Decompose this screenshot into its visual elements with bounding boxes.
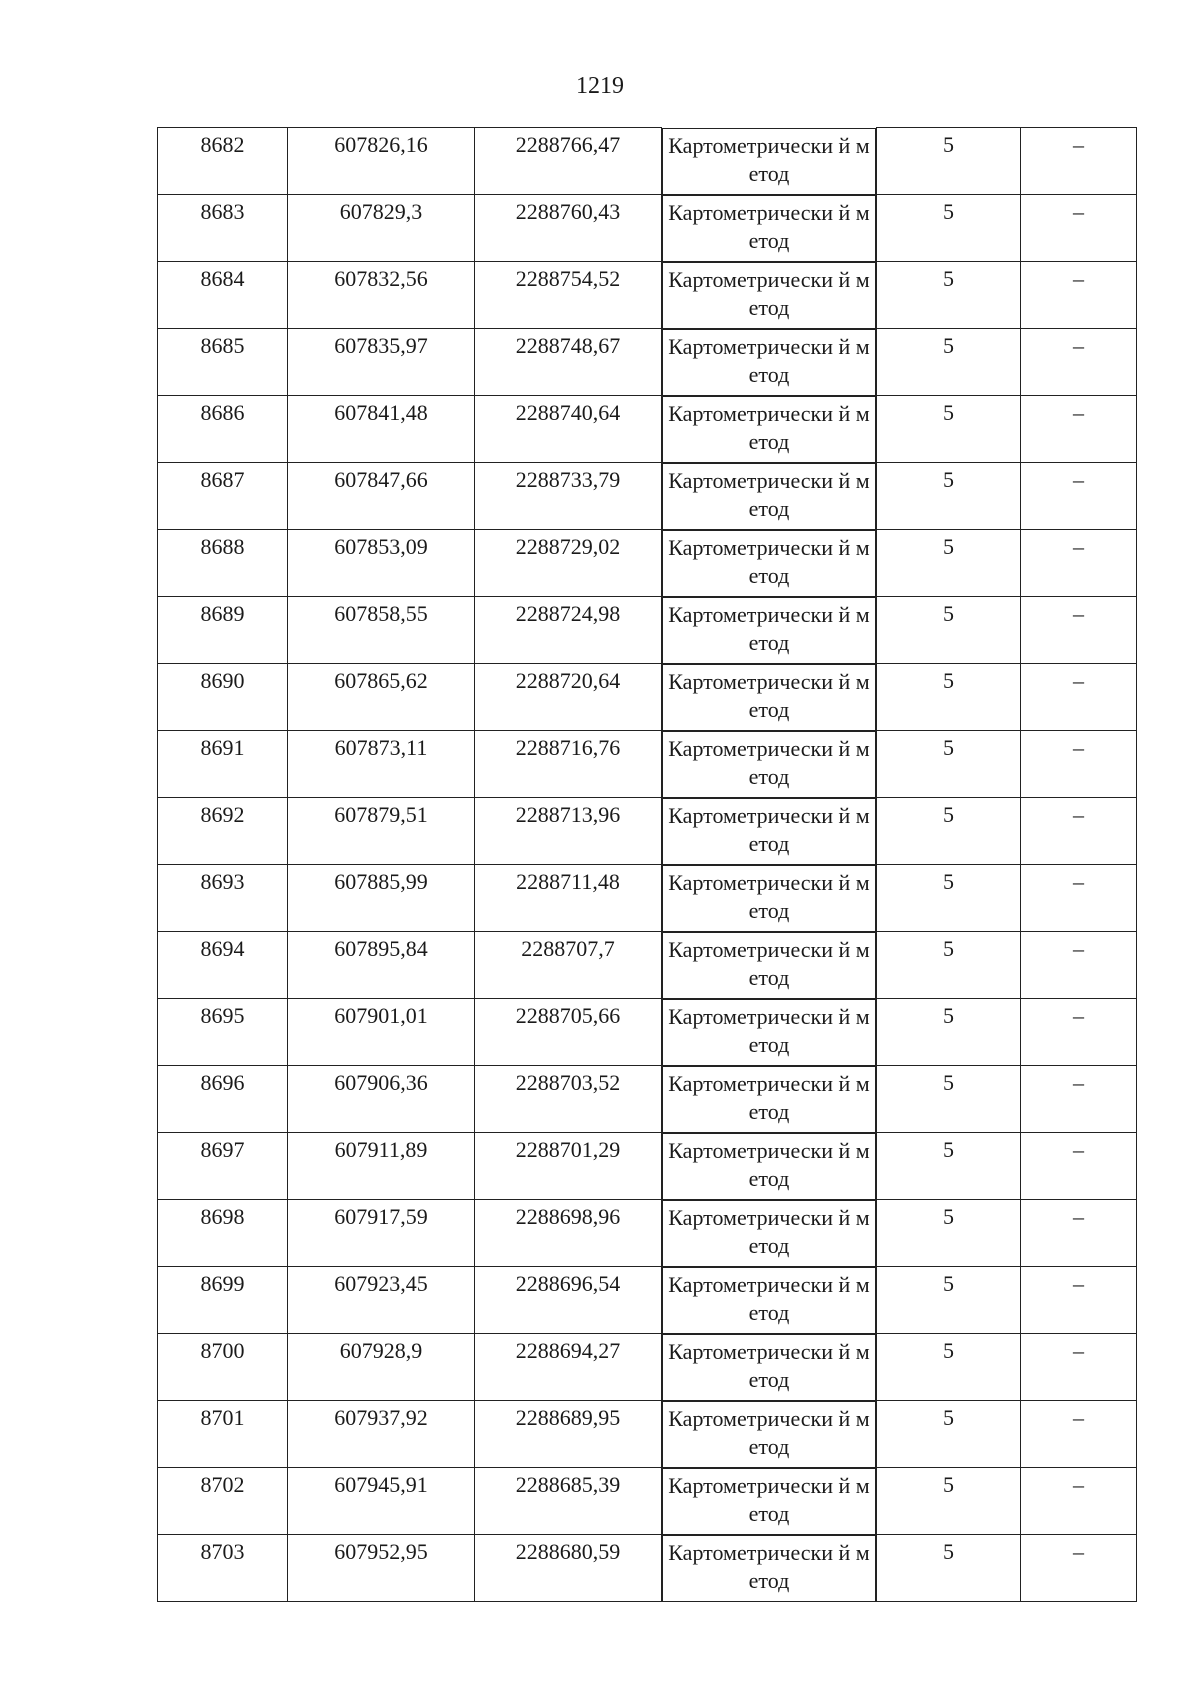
point-number-cell: 8688 [158,530,288,597]
table-row [158,396,1137,463]
accuracy-cell: 5 [877,1133,1021,1200]
table-row [158,463,1137,530]
table-row [158,1267,1137,1334]
method-cell: Картометрически й метод [662,396,876,463]
method-cell: Картометрически й метод [662,1535,876,1602]
accuracy-cell: 5 [877,195,1021,262]
description-cell: – [1021,1535,1137,1602]
y-coordinate-cell: 2288696,54 [475,1267,662,1334]
point-number-cell: 8691 [158,731,288,798]
method-cell: Картометрически й метод [662,597,876,664]
x-coordinate-cell: 607952,95 [288,1535,475,1602]
x-coordinate-cell: 607853,09 [288,530,475,597]
description-cell: – [1021,1133,1137,1200]
accuracy-cell: 5 [877,798,1021,865]
x-coordinate-cell: 607865,62 [288,664,475,731]
point-number-cell: 8690 [158,664,288,731]
method-cell: Картометрически й метод [662,664,876,731]
point-number-cell: 8700 [158,1334,288,1401]
point-number-cell: 8684 [158,262,288,329]
table-row [158,128,1137,195]
y-coordinate-cell: 2288711,48 [475,865,662,932]
description-cell: – [1021,262,1137,329]
table-row [158,798,1137,865]
point-number-cell: 8702 [158,1468,288,1535]
method-cell: Картометрически й метод [662,731,876,798]
table-row [158,731,1137,798]
x-coordinate-cell: 607879,51 [288,798,475,865]
x-coordinate-cell: 607829,3 [288,195,475,262]
page-number: 1219 [576,73,624,99]
method-cell: Картометрически й метод [662,1200,876,1267]
description-cell: – [1021,932,1137,999]
x-coordinate-cell: 607901,01 [288,999,475,1066]
point-number-cell: 8683 [158,195,288,262]
y-coordinate-cell: 2288689,95 [475,1401,662,1468]
accuracy-cell: 5 [877,329,1021,396]
description-cell: – [1021,128,1137,195]
accuracy-cell: 5 [877,1200,1021,1267]
table-row [158,1535,1137,1602]
y-coordinate-cell: 2288713,96 [475,798,662,865]
y-coordinate-cell: 2288733,79 [475,463,662,530]
method-cell: Картометрически й метод [662,329,876,396]
point-number-cell: 8689 [158,597,288,664]
table-row [158,262,1137,329]
accuracy-cell: 5 [877,1267,1021,1334]
x-coordinate-cell: 607847,66 [288,463,475,530]
accuracy-cell: 5 [877,932,1021,999]
accuracy-cell: 5 [877,865,1021,932]
method-cell: Картометрически й метод [662,1066,876,1133]
table-row [158,865,1137,932]
x-coordinate-cell: 607832,56 [288,262,475,329]
accuracy-cell: 5 [877,999,1021,1066]
y-coordinate-cell: 2288760,43 [475,195,662,262]
accuracy-cell: 5 [877,1535,1021,1602]
y-coordinate-cell: 2288703,52 [475,1066,662,1133]
x-coordinate-cell: 607928,9 [288,1334,475,1401]
method-cell: Картометрически й метод [662,195,876,262]
y-coordinate-cell: 2288766,47 [475,128,662,195]
table-row [158,1468,1137,1535]
accuracy-cell: 5 [877,1334,1021,1401]
point-number-cell: 8703 [158,1535,288,1602]
description-cell: – [1021,865,1137,932]
method-cell: Картометрически й метод [662,128,876,195]
description-cell: – [1021,999,1137,1066]
accuracy-cell: 5 [877,396,1021,463]
y-coordinate-cell: 2288694,27 [475,1334,662,1401]
y-coordinate-cell: 2288748,67 [475,329,662,396]
description-cell: – [1021,530,1137,597]
description-cell: – [1021,798,1137,865]
point-number-cell: 8698 [158,1200,288,1267]
accuracy-cell: 5 [877,1066,1021,1133]
accuracy-cell: 5 [877,597,1021,664]
y-coordinate-cell: 2288680,59 [475,1535,662,1602]
table-row [158,1401,1137,1468]
y-coordinate-cell: 2288729,02 [475,530,662,597]
description-cell: – [1021,1334,1137,1401]
accuracy-cell: 5 [877,1401,1021,1468]
description-cell: – [1021,463,1137,530]
point-number-cell: 8685 [158,329,288,396]
x-coordinate-cell: 607937,92 [288,1401,475,1468]
y-coordinate-cell: 2288724,98 [475,597,662,664]
method-cell: Картометрически й метод [662,1401,876,1468]
point-number-cell: 8694 [158,932,288,999]
table-row [158,999,1137,1066]
table-row [158,597,1137,664]
point-number-cell: 8695 [158,999,288,1066]
table-row [158,664,1137,731]
method-cell: Картометрически й метод [662,530,876,597]
description-cell: – [1021,396,1137,463]
y-coordinate-cell: 2288720,64 [475,664,662,731]
method-cell: Картометрически й метод [662,999,876,1066]
method-cell: Картометрически й метод [662,262,876,329]
y-coordinate-cell: 2288754,52 [475,262,662,329]
y-coordinate-cell: 2288705,66 [475,999,662,1066]
accuracy-cell: 5 [877,463,1021,530]
table-row [158,329,1137,396]
x-coordinate-cell: 607873,11 [288,731,475,798]
description-cell: – [1021,329,1137,396]
description-cell: – [1021,664,1137,731]
method-cell: Картометрически й метод [662,932,876,999]
x-coordinate-cell: 607917,59 [288,1200,475,1267]
point-number-cell: 8701 [158,1401,288,1468]
accuracy-cell: 5 [877,731,1021,798]
description-cell: – [1021,1066,1137,1133]
x-coordinate-cell: 607841,48 [288,396,475,463]
description-cell: – [1021,1468,1137,1535]
accuracy-cell: 5 [877,128,1021,195]
method-cell: Картометрически й метод [662,1334,876,1401]
description-cell: – [1021,195,1137,262]
description-cell: – [1021,1200,1137,1267]
y-coordinate-cell: 2288701,29 [475,1133,662,1200]
table-row [158,530,1137,597]
y-coordinate-cell: 2288685,39 [475,1468,662,1535]
point-number-cell: 8682 [158,128,288,195]
x-coordinate-cell: 607835,97 [288,329,475,396]
x-coordinate-cell: 607895,84 [288,932,475,999]
x-coordinate-cell: 607906,36 [288,1066,475,1133]
x-coordinate-cell: 607885,99 [288,865,475,932]
description-cell: – [1021,1267,1137,1334]
method-cell: Картометрически й метод [662,463,876,530]
description-cell: – [1021,1401,1137,1468]
point-number-cell: 8693 [158,865,288,932]
table-row [158,1200,1137,1267]
point-number-cell: 8692 [158,798,288,865]
point-number-cell: 8697 [158,1133,288,1200]
method-cell: Картометрически й метод [662,1468,876,1535]
table-row [158,195,1137,262]
coordinates-table [157,127,1137,1602]
x-coordinate-cell: 607911,89 [288,1133,475,1200]
method-cell: Картометрически й метод [662,798,876,865]
y-coordinate-cell: 2288707,7 [475,932,662,999]
point-number-cell: 8686 [158,396,288,463]
x-coordinate-cell: 607923,45 [288,1267,475,1334]
table-row [158,932,1137,999]
method-cell: Картометрически й метод [662,1267,876,1334]
y-coordinate-cell: 2288698,96 [475,1200,662,1267]
table-row [158,1133,1137,1200]
description-cell: – [1021,597,1137,664]
method-cell: Картометрически й метод [662,1133,876,1200]
point-number-cell: 8687 [158,463,288,530]
accuracy-cell: 5 [877,530,1021,597]
description-cell: – [1021,731,1137,798]
point-number-cell: 8696 [158,1066,288,1133]
x-coordinate-cell: 607858,55 [288,597,475,664]
y-coordinate-cell: 2288740,64 [475,396,662,463]
method-cell: Картометрически й метод [662,865,876,932]
x-coordinate-cell: 607945,91 [288,1468,475,1535]
y-coordinate-cell: 2288716,76 [475,731,662,798]
coordinates-table-body [158,128,1137,1602]
accuracy-cell: 5 [877,262,1021,329]
point-number-cell: 8699 [158,1267,288,1334]
accuracy-cell: 5 [877,1468,1021,1535]
table-row [158,1066,1137,1133]
accuracy-cell: 5 [877,664,1021,731]
x-coordinate-cell: 607826,16 [288,128,475,195]
table-row [158,1334,1137,1401]
